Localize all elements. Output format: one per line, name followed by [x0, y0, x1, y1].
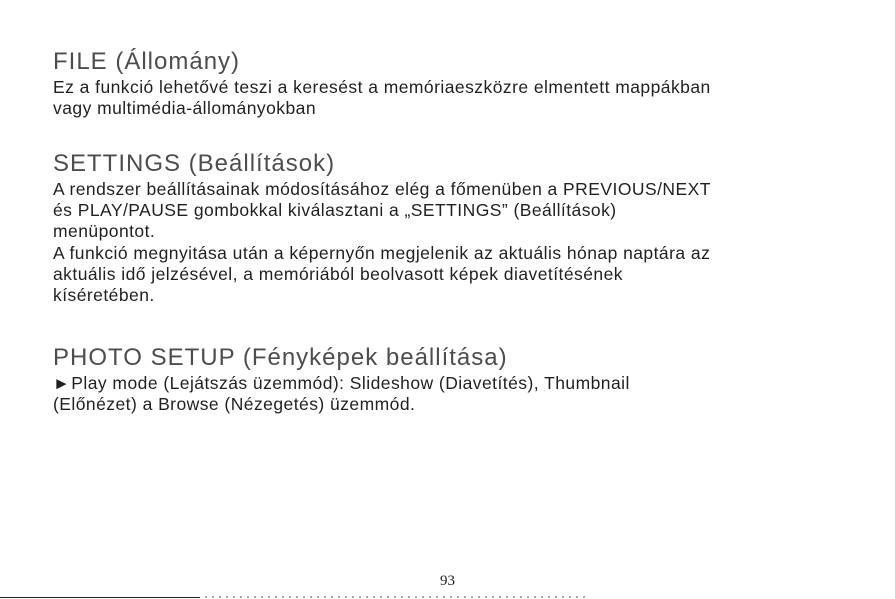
file-heading: FILE (Állomány)	[53, 48, 241, 75]
settings-paragraph-2-line-1: A funkció megnyitása után a képernyőn megjelenik az aktuális hónap naptára az	[53, 242, 711, 263]
file-description-line-1: Ez a funkció lehetővé teszi a keresést a memóriaeszközre elmentett mappákban	[53, 77, 711, 97]
settings-paragraph-2	[53, 243, 843, 307]
footer-rule	[0, 597, 200, 598]
settings-paragraph-1	[53, 179, 843, 243]
photo-setup-line-1	[53, 373, 843, 394]
file-description-line-2: vagy multimédia-állományokban	[53, 98, 317, 119]
photo-setup-heading: PHOTO SETUP (Fényképek beállítása)	[53, 344, 508, 371]
settings-paragraph-1-line-1: A rendszer beállításainak módosításához elég a főmenüben a PREVIOUS/NEXT	[53, 179, 711, 199]
footer-dotted-line	[205, 596, 585, 598]
settings-heading: SETTINGS (Beállítások)	[53, 150, 336, 177]
photo-setup-section	[53, 344, 843, 415]
settings-paragraph-2-line-3: kíséretében.	[53, 285, 155, 306]
file-description	[53, 77, 843, 119]
settings-paragraph-1-line-3: menüpontot.	[53, 221, 156, 242]
bullet-arrow-icon: ►	[53, 374, 71, 393]
photo-setup-line-2: (Előnézet) a Browse (Nézegetés) üzemmód.	[53, 394, 416, 415]
file-section	[53, 48, 843, 119]
page-number: 93	[440, 573, 455, 589]
settings-paragraph-1-line-2: és PLAY/PAUSE gombokkal kiválasztani a „SETTINGS” (Beállítások)	[53, 200, 617, 221]
settings-paragraph-2-line-2: aktuális idő jelzésével, a memóriából beolvasott képek diavetítésének	[53, 263, 623, 284]
photo-setup-description	[53, 373, 843, 415]
photo-setup-line-1-text: Play mode (Lejátszás üzemmód): Slideshow (Diavetítés), Thumbnail	[71, 373, 630, 393]
settings-section	[53, 150, 843, 306]
